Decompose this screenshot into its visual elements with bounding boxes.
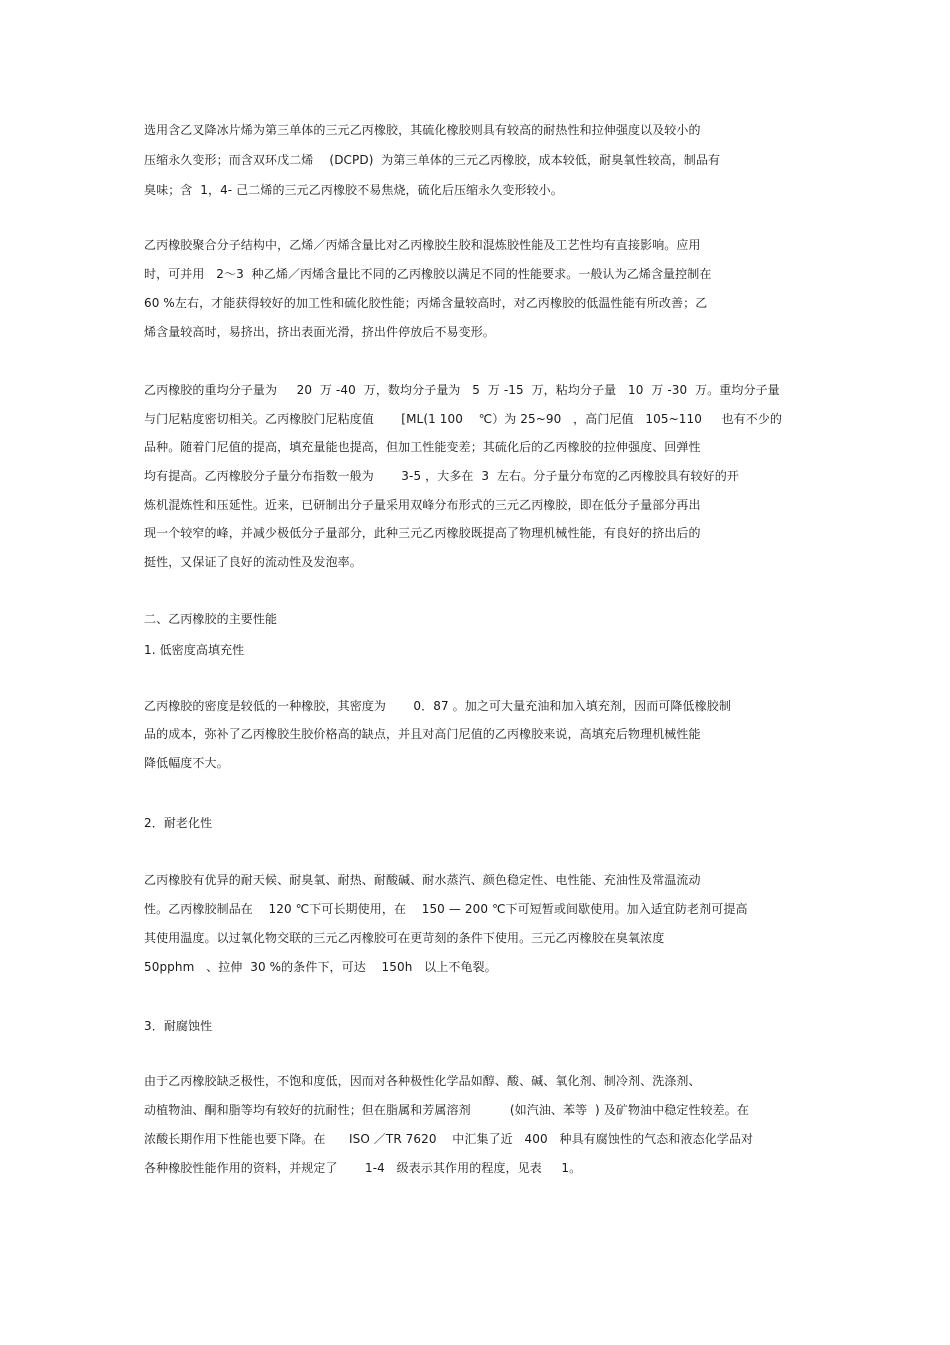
paragraph-line: 降低幅度不大。 [144, 756, 229, 770]
subsection-heading: 1. 低密度高填充性 [144, 643, 245, 657]
paragraph-line: 其使用温度。以过氧化物交联的三元乙丙橡胶可在更苛刻的条件下使用。三元乙丙橡胶在臭氧浓度 [144, 931, 665, 945]
subsection-heading: 2．耐老化性 [144, 816, 213, 830]
paragraph-line: 动植物油、酮和脂等均有较好的抗耐性；但在脂属和芳属溶剂 (如汽油、苯等 ) 及矿物油中稳定性较差。在 [144, 1103, 749, 1117]
paragraph-line: 乙丙橡胶的重均分子量为 20 万 -40 万，数均分子量为 5 万 -15 万，粘均分子量 10 万 -30 万。重均分子量 [144, 383, 780, 397]
paragraph-line: 与门尼粘度密切相关。乙丙橡胶门尼粘度值 [ML(1 100 ℃）为 25~90 ，高门尼值 105~110 也有不少的 [144, 412, 783, 426]
paragraph-line: 炼机混炼性和压延性。近来，已研制出分子量采用双峰分布形式的三元乙丙橡胶，即在低分子量部分再出 [144, 498, 701, 512]
paragraph-line: 品的成本，弥补了乙丙橡胶生胶价格高的缺点，并且对高门尼值的乙丙橡胶来说，高填充后物理机械性能 [144, 727, 701, 741]
paragraph-line: 臭味；含 1，4- 己二烯的三元乙丙橡胶不易焦烧，硫化后压缩永久变形较小。 [144, 183, 563, 197]
paragraph-line: 烯含量较高时，易挤出，挤出表面光滑，挤出件停放后不易变形。 [144, 325, 495, 339]
paragraph-line: 现一个较窄的峰，并减少极低分子量部分，此种三元乙丙橡胶既提高了物理机械性能，有良好的挤出后的 [144, 526, 701, 540]
paragraph-line: 挺性，又保证了良好的流动性及发泡率。 [144, 555, 362, 569]
paragraph-line: 各种橡胶性能作用的资料，并规定了 1-4 级表示其作用的程度，见表 1。 [144, 1161, 582, 1175]
paragraph-line: 乙丙橡胶聚合分子结构中，乙烯／丙烯含量比对乙丙橡胶生胶和混炼胶性能及工艺性均有直接影响。应用 [144, 238, 701, 252]
paragraph-line: 压缩永久变形；而含双环戊二烯 (DCPD) 为第三单体的三元乙丙橡胶，成本较低，耐臭氧性较高，制品有 [144, 153, 721, 167]
paragraph-line: 品种。随着门尼值的提高，填充量能也提高，但加工性能变差；其硫化后的乙丙橡胶的拉伸强度、回弹性 [144, 440, 701, 454]
paragraph-line: 性。乙丙橡胶制品在 120 ℃下可长期使用，在 150 — 200 ℃下可短暂或间歇使用。加入适宜防老剂可提高 [144, 902, 748, 916]
paragraph-line: 乙丙橡胶有优异的耐天候、耐臭氧、耐热、耐酸碱、耐水蒸汽、颜色稳定性、电性能、充油性及常温流动 [144, 873, 701, 887]
subsection-heading: 3．耐腐蚀性 [144, 1019, 213, 1033]
paragraph-line: 浓酸长期作用下性能也要下降。在 ISO ／TR 7620 中汇集了近 400 种具有腐蚀性的气态和液态化学品对 [144, 1132, 754, 1146]
paragraph-line: 选用含乙叉降冰片烯为第三单体的三元乙丙橡胶，其硫化橡胶则具有较高的耐热性和拉伸强度以及较小的 [144, 123, 701, 137]
paragraph-line: 乙丙橡胶的密度是较低的一种橡胶，其密度为 0．87 。加之可大量充油和加入填充剂，因而可降低橡胶制 [144, 699, 731, 713]
section-heading: 二、乙丙橡胶的主要性能 [144, 612, 278, 626]
paragraph-line: 50pphm 、拉伸 30 %的条件下，可达 150h 以上不龟裂。 [144, 960, 497, 974]
paragraph-line: 均有提高。乙丙橡胶分子量分布指数一般为 3-5 ，大多在 3 左右。分子量分布宽的乙丙橡胶具有较好的开 [144, 469, 739, 483]
paragraph-line: 时，可并用 2～3 种乙烯／丙烯含量比不同的乙丙橡胶以满足不同的性能要求。一般认为乙烯含量控制在 [144, 267, 712, 281]
paragraph-line: 由于乙丙橡胶缺乏极性，不饱和度低，因而对各种极性化学品如醇、酸、碱、氧化剂、制冷剂、洗涤剂、 [144, 1074, 701, 1088]
paragraph-line: 60 %左右，才能获得较好的加工性和硫化胶性能；丙烯含量较高时，对乙丙橡胶的低温性能有所改善；乙 [144, 296, 708, 310]
